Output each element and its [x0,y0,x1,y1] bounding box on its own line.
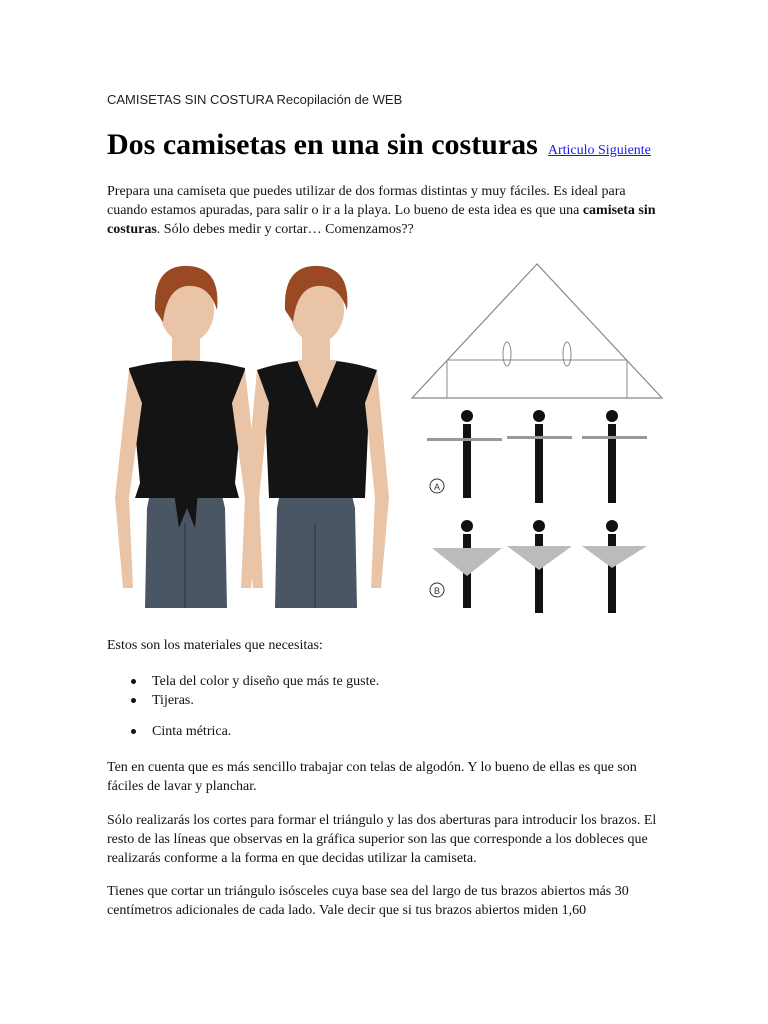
title-row [107,128,651,162]
option-b-label: B [433,586,441,596]
list-item [107,722,379,741]
woman-wearing-top-tied-illustration [115,266,259,608]
option-b-badge [430,583,444,597]
list-item-text: Tijeras. [152,693,194,708]
tutorial-illustration [107,258,667,618]
materials-intro: Estos son los materiales que necesitas: [107,638,323,653]
list-item-text: Tela del color y diseño que más te guste. [152,674,380,689]
paragraph-triangle: Tienes que cortar un triángulo isósceles cuya base sea del largo de tus brazos abiertos más 30 centímetros adicionales de cada lado. Vale decir que si tus brazos abiertos miden 1,60 [107,884,629,918]
materials-list [107,672,379,741]
intro-paragraph [107,182,662,239]
list-item-text: Cinta métrica. [152,724,232,739]
triangle-pattern-diagram [412,264,662,398]
option-a-label: A [433,482,441,492]
document-header: CAMISETAS SIN COSTURA Recopilación de WEB [107,92,403,107]
bullet-icon [131,729,136,734]
list-item [107,691,379,710]
woman-wearing-wrap-top-illustration [245,266,389,608]
article-title: Dos camisetas en una sin costuras [107,128,538,161]
option-a-badge [430,479,444,493]
paragraph-fabric: Ten en cuenta que es más sencillo trabajar con telas de algodón. Y lo bueno de ellas es que son fáciles de lavar y planchar. [107,760,637,794]
wearing-options-figures [427,410,647,613]
bullet-icon [131,679,136,684]
bullet-icon [131,698,136,703]
intro-text-1: Prepara una camiseta que puedes utilizar de dos formas distintas y muy fáciles. Es ideal para cuando estamos apuradas, para salir o ir a la playa. Lo bueno de esta idea es que una [107,184,626,218]
next-article-link[interactable]: Articulo Siguiente [547,143,651,158]
list-item [107,672,379,691]
intro-text-2: . Sólo debes medir y cortar… Comenzamos?? [156,222,414,237]
paragraph-cuts: Sólo realizarás los cortes para formar el triángulo y las dos aberturas para introducir los brazos. El resto de las líneas que observas en la gráfica superior son las que corresponde a los dobleces que realizarás conforme a la forma en que decidas utilizar la camiseta. [107,813,657,866]
intro-bold-text: camiseta sin costuras [107,203,656,237]
